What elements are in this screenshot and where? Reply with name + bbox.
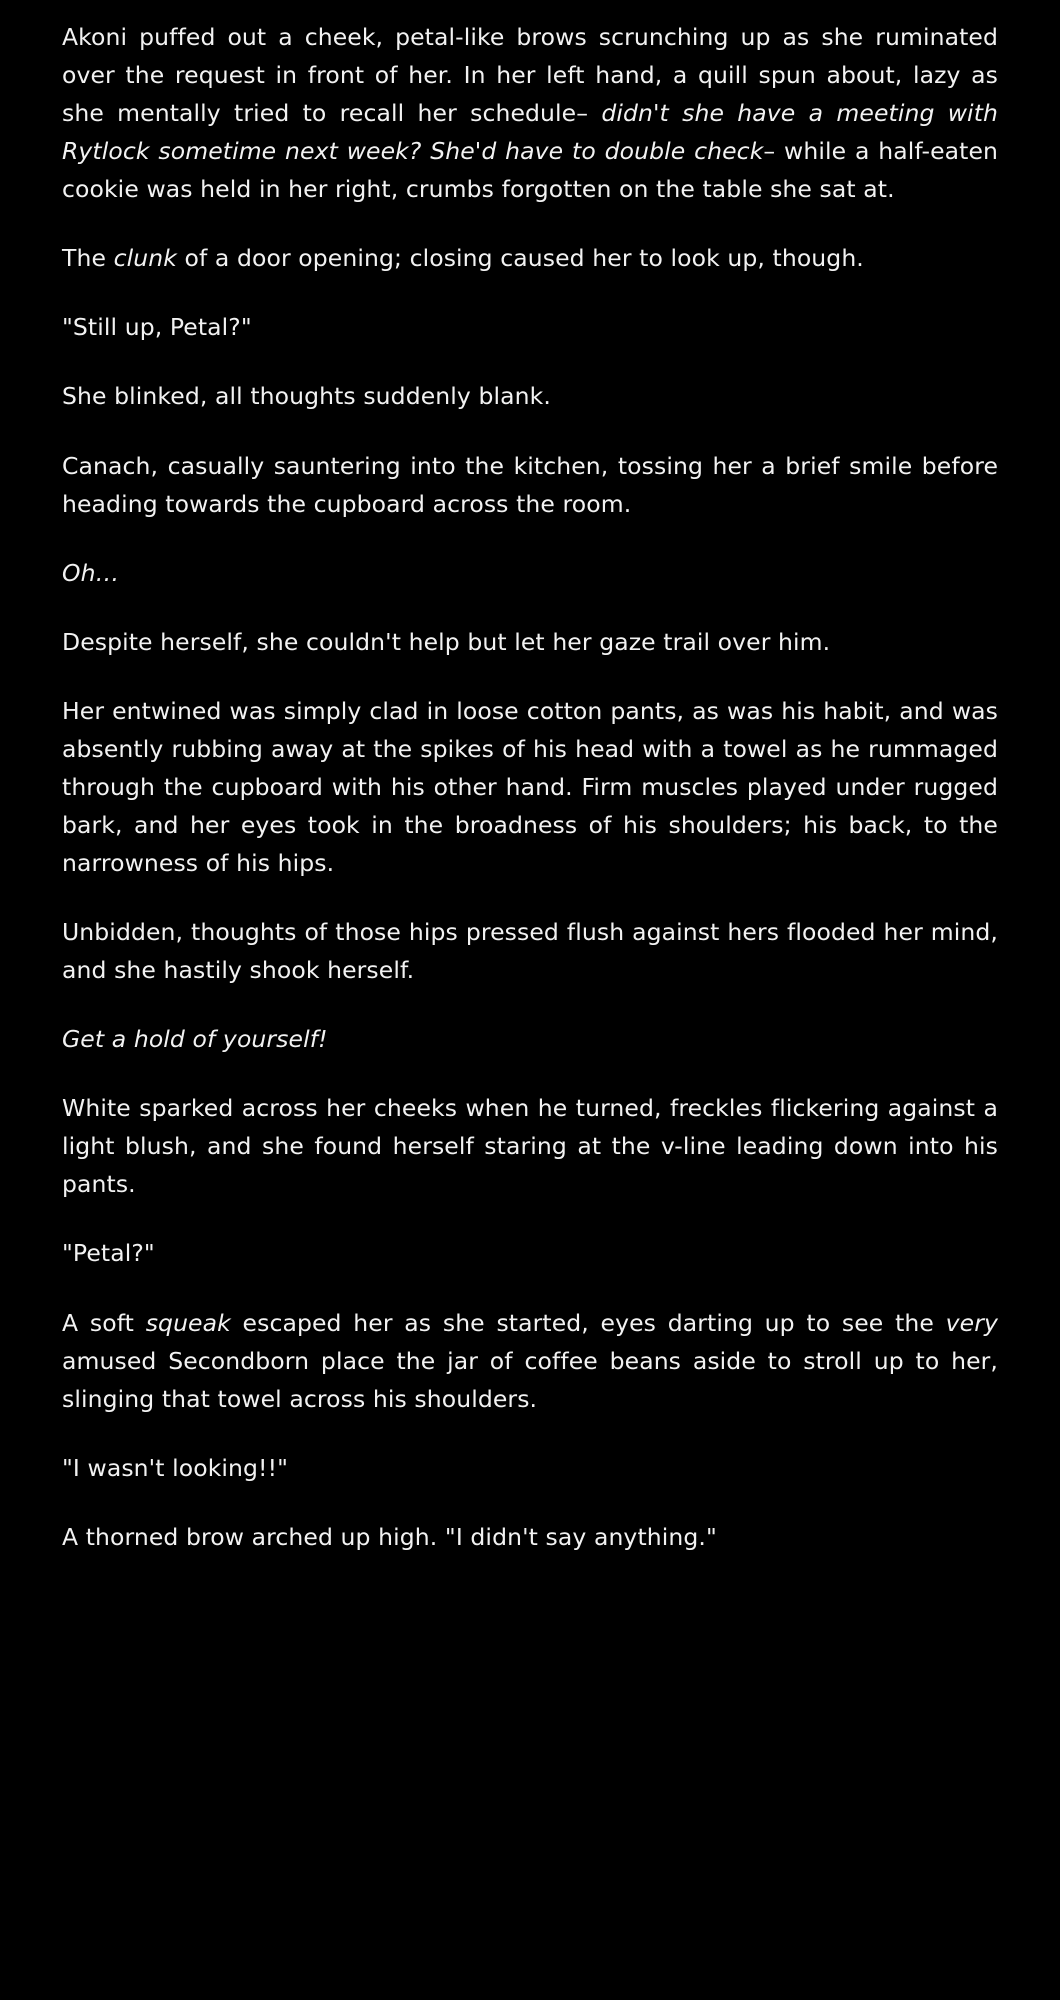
body-text: "I wasn't looking!!"	[62, 1453, 288, 1482]
body-text: of a door opening; closing caused her to look up, though.	[176, 244, 864, 273]
paragraph	[62, 554, 998, 592]
paragraph	[62, 377, 998, 415]
emphasis-text: Get a hold of yourself!	[62, 1025, 328, 1054]
emphasis-text: clunk	[113, 244, 177, 273]
paragraph-list	[62, 18, 998, 1556]
body-text: – while a half-eaten cookie was held in her right, crumbs forgotten on the table she sat at.	[62, 137, 998, 204]
paragraph	[62, 1020, 998, 1058]
body-text: A thorned brow arched up high. "I didn't say anything."	[62, 1522, 717, 1551]
body-text: escaped her as she started, eyes darting up to see the	[230, 1308, 946, 1337]
paragraph	[62, 913, 998, 989]
emphasis-text: squeak	[145, 1308, 231, 1337]
body-text: She blinked, all thoughts suddenly blank.	[62, 382, 551, 411]
paragraph	[62, 447, 998, 523]
paragraph	[62, 692, 998, 882]
paragraph	[62, 1089, 998, 1203]
body-text: amused Secondborn place the jar of coffee beans aside to stroll up to her, slinging that towel across his shoulders.	[62, 1346, 998, 1413]
paragraph	[62, 18, 998, 208]
body-text: Despite herself, she couldn't help but let her gaze trail over him.	[62, 627, 831, 656]
paragraph	[62, 1304, 998, 1418]
emphasis-text: didn't she have a meeting with Rytlock sometime next week? She'd have to double check	[62, 99, 998, 166]
body-text: White sparked across her cheeks when he turned, freckles flickering against a light blush, and she found herself staring at the v-line leading down into his pants.	[62, 1094, 998, 1199]
emphasis-text: very	[945, 1308, 998, 1337]
body-text: Canach, casually sauntering into the kitchen, tossing her a brief smile before heading towards the cupboard across the room.	[62, 451, 998, 518]
body-text: Her entwined was simply clad in loose cotton pants, as was his habit, and was absently rubbing away at the spikes of his head with a towel as he rummaged through the cupboard with his other hand. Firm muscles played under rugged bark, and her eyes took in the broadness of his shoulders; his back, to the narrowness of his hips.	[62, 696, 998, 877]
emphasis-text: Oh…	[62, 558, 120, 587]
body-text: Unbidden, thoughts of those hips pressed flush against hers flooded her mind, and she hastily shook herself.	[62, 918, 998, 985]
body-text: Akoni puffed out a cheek, petal-like brows scrunching up as she ruminated over the request in front of her. In her left hand, a quill spun about, lazy as she mentally tried to recall her schedule–	[62, 23, 998, 128]
body-text: "Petal?"	[62, 1239, 155, 1268]
paragraph	[62, 239, 998, 277]
body-text: A soft	[62, 1308, 146, 1337]
paragraph	[62, 308, 998, 346]
body-text: "Still up, Petal?"	[62, 313, 252, 342]
paragraph	[62, 1234, 998, 1272]
paragraph	[62, 1518, 998, 1556]
paragraph	[62, 1449, 998, 1487]
paragraph	[62, 623, 998, 661]
body-text: The	[62, 244, 114, 273]
